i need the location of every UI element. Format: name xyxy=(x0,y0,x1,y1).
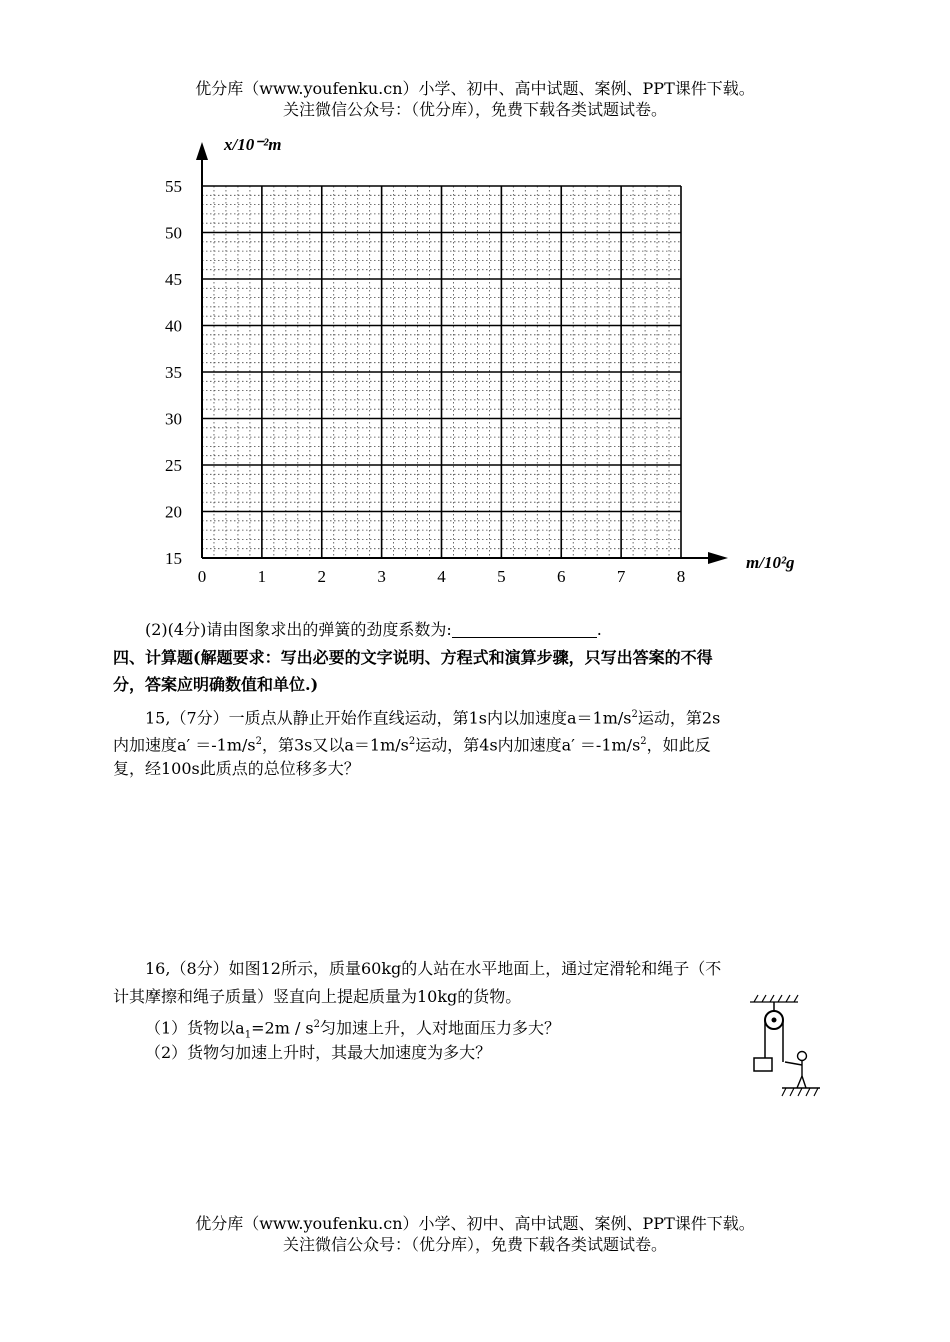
q16-line2: 计其摩擦和绳子质量）竖直向上提起质量为10kg的货物。 xyxy=(113,987,522,1006)
x-tick-label: 8 xyxy=(676,567,686,586)
q14-part2-text: (2)(4分)请由图象求出的弹簧的劲度系数为: xyxy=(145,620,452,639)
ground-hatch xyxy=(782,1088,818,1096)
section4-heading-line1: 四、计算题(解题要求：写出必要的文字说明、方程式和演算步骤，只写出答案的不得 xyxy=(113,648,713,667)
y-tick-label: 50 xyxy=(165,223,182,243)
pulley-figure xyxy=(742,992,822,1108)
y-tick-labels xyxy=(165,177,182,568)
header-line-2: 关注微信公众号：（优分库），免费下载各类试题试卷。 xyxy=(282,100,667,119)
y-axis-label: x/10⁻²m xyxy=(224,135,282,154)
q14-part2 xyxy=(145,618,885,642)
q16-l3a: （1）货物以a xyxy=(145,1018,245,1038)
q15-sup: 2 xyxy=(408,736,416,747)
x-tick-label: 2 xyxy=(317,567,326,586)
y-tick-label: 40 xyxy=(165,316,182,336)
x-tick-label: 0 xyxy=(197,567,207,586)
q15-l2c: 运动，第4s内加速度a′ ＝-1m/s xyxy=(415,735,641,755)
q15-sup: 2 xyxy=(631,709,638,720)
q15-sup: 2 xyxy=(640,736,647,747)
x-tick-label: 4 xyxy=(437,567,446,586)
q16-l3c: 匀加速上升，人对地面压力多大？ xyxy=(320,1018,561,1038)
q15-sup: 2 xyxy=(255,736,262,747)
footer-line-2: 关注微信公众号：（优分库），免费下载各类试题试卷。 xyxy=(282,1235,667,1254)
q16-line4: （2）货物匀加速上升时，其最大加速度为多大？ xyxy=(145,1043,492,1062)
footer-line-1: 优分库（www.youfenku.cn）小学、初中、高中试题、案例、PPT课件下载。 xyxy=(195,1214,755,1233)
x-tick-label: 7 xyxy=(616,567,626,586)
section4-heading-line2: 分，答案应明确数值和单位.) xyxy=(113,675,319,694)
q15-l2a: 内加速度a′ ＝-1m/s xyxy=(113,735,256,755)
q16-l3b: =2m / s xyxy=(251,1018,314,1038)
q15-line3: 复，经100s此质点的总位移多大？ xyxy=(113,759,360,778)
q15-line1 xyxy=(145,703,885,730)
q14-part2-end: . xyxy=(596,620,602,639)
y-tick-label: 25 xyxy=(165,456,182,475)
q15-l1a: 15,（7分）一质点从静止开始作直线运动，第1s内以加速度a＝1m/s xyxy=(145,708,632,728)
x-tick-label: 5 xyxy=(497,567,506,586)
q15-l2b: ，第3s又以a＝1m/s xyxy=(262,735,409,755)
answer-blank[interactable] xyxy=(452,619,597,638)
graph-paper-chart xyxy=(140,128,840,588)
q15-l1b: 运动，第2s xyxy=(637,708,721,728)
y-tick-label: 20 xyxy=(165,502,182,522)
y-tick-label: 35 xyxy=(165,363,182,382)
x-tick-labels xyxy=(198,567,686,586)
person-icon xyxy=(785,1052,807,1089)
header-line-1: 优分库（www.youfenku.cn）小学、初中、高中试题、案例、PPT课件下载。 xyxy=(195,79,755,98)
y-tick-label: 30 xyxy=(165,409,182,429)
ceiling-hatch xyxy=(750,995,798,1002)
q16-sup: 2 xyxy=(313,1019,321,1030)
x-tick-label: 6 xyxy=(557,567,566,586)
y-tick-label: 55 xyxy=(165,177,182,196)
q15-l2d: ，如此反 xyxy=(646,735,711,755)
y-axis-arrow-icon xyxy=(196,142,208,160)
y-tick-label: 15 xyxy=(165,549,182,568)
x-axis-label: m/10²g xyxy=(746,553,795,572)
x-tick-label: 1 xyxy=(257,567,267,586)
x-axis-arrow-icon xyxy=(708,552,728,564)
pulley-axle-icon xyxy=(772,1018,777,1023)
q16-line1: 16,（8分）如图12所示，质量60kg的人站在水平地面上，通过定滑轮和绳子（不 xyxy=(145,959,722,978)
cargo-box-icon xyxy=(754,1058,772,1071)
x-tick-label: 3 xyxy=(377,567,386,586)
y-tick-label: 45 xyxy=(165,270,182,289)
q16-sub: 1 xyxy=(244,1029,252,1041)
q15-line2 xyxy=(113,730,853,757)
